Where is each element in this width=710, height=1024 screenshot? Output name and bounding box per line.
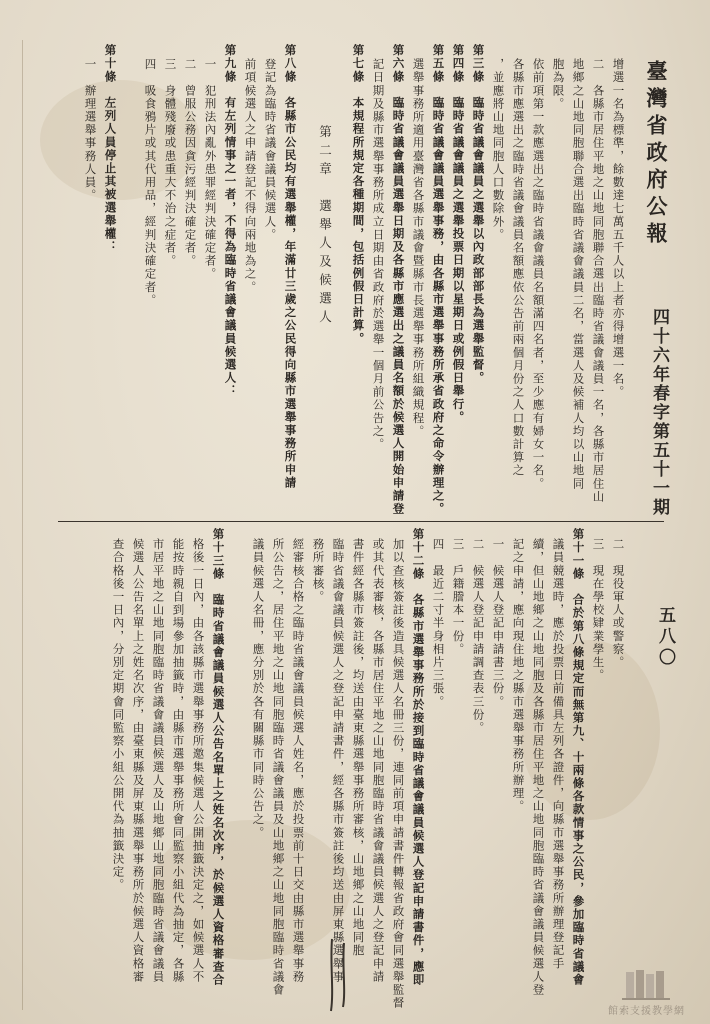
lower-col-2: 三 現在學校肄業學生。: [591, 538, 606, 683]
upper-col-5: 依前項第一款應選出之臨時省議會議員名額滿四名者，至少應有婦女一名。: [531, 58, 546, 491]
upper-col-4: 胞為限。: [551, 58, 566, 111]
article-5: 第五條 臨時省議會議員選舉事務，由各縣市選舉事務所承省政府之命令辦理之。: [431, 44, 446, 516]
handwritten-mark-icon: [320, 935, 360, 1015]
lower-col-7: 一 候選人登記申請書三份。: [491, 538, 506, 709]
lower-col-18: 所公告之，居住平地之山地同胞臨時省議會議員及山地鄉之山地同胞臨時省議會: [271, 538, 286, 997]
lower-col-9: 三 戶籍謄本一份。: [451, 538, 466, 656]
article-7: 第七條 本規程所規定各種期間，包括例假日計算。: [351, 44, 366, 346]
article-8: 第八條 各縣市公民均有選舉權，年滿廿三歲之公民得向縣市選舉事務所申請: [283, 44, 298, 490]
article-3: 第三條 臨時省議會議員之選舉以內政部部長為選舉監督。: [471, 44, 486, 385]
upper-col-3: 地鄉之山地同胞聯合選出臨時省議會議員二名，當選人及候補人均以山地同: [571, 58, 586, 491]
upper-col-21: 二 曾服公務因貪污經判決確定者。: [183, 58, 198, 268]
article-11: 第十一條 合於第八條規定而無第九、十兩條各款情事之公民，參加臨時省議會: [571, 528, 586, 987]
lower-col-25: 查合格後一日內，分別定期會同監察小組公開代為抽籤決定。: [111, 538, 126, 892]
lower-col-13: 或其代表審核，各縣市居住平地之山地同胞臨時省議會議員候選人之登記申請: [371, 538, 386, 984]
article-13: 第十三條 臨時省議會議員候選人公告名單上之姓名次序，於候選人資格審查合: [211, 528, 226, 987]
gazette-title: 臺灣省政府公報: [644, 60, 669, 249]
article-9: 第九條 有左列情事之一者，不得為臨時省議會議員候選人：: [223, 44, 238, 398]
lower-col-1: 二 現役軍人或警察。: [611, 538, 626, 669]
chapter-2-heading: 第二章 選舉人及候選人: [317, 125, 333, 329]
lower-col-24: 候選人公告名單上之姓名次序，由臺東縣及屏東縣選舉事務所於候選人資格審: [131, 538, 146, 984]
upper-col-23: 四 吸食鴉片或其代用品，經判決確定者。: [143, 58, 158, 307]
lower-col-10: 四 最近二寸半身相片三張。: [431, 538, 446, 709]
lower-col-4: 議員競選時，應於投票日前備具左列各證件，向縣市選舉事務所辦理登記手: [551, 538, 566, 971]
upper-col-1: 增選一名為標準，餘數達七萬五千人以上者亦得增選一名。: [611, 58, 626, 399]
upper-col-13: 記日期及縣市選舉事務所成立日期由省政府於選舉一個月前公告之。: [371, 58, 386, 451]
library-watermark: [600, 968, 700, 1016]
upper-col-11: 選舉事務所適用臺灣省各縣市議會暨縣市長選舉事務所組織規程。: [411, 58, 426, 438]
section-divider: [58, 521, 664, 522]
issue-number: 四十六年春字第五十一期: [649, 308, 669, 517]
page-number: 五八〇: [655, 606, 675, 669]
upper-col-7: ，並應將山地同胞人口數除外。: [491, 58, 506, 242]
article-12: 第十二條 各縣市選舉事務所於接到臨時省議會議員候選人登記申請書件，應即: [411, 528, 426, 987]
upper-col-20: 一 犯刑法內亂外患罪經判決確定者。: [203, 58, 218, 281]
watermark-text: 館索支援教學網: [608, 1006, 685, 1017]
lower-col-5: 續，但山地鄉之山地同胞及各縣市居住平地之山地同胞臨時省議會議員候選人登: [531, 538, 546, 997]
lower-col-23: 市居平地之山地同胞臨時省議會議員候選人及山地鄉山地同胞臨時省議會議員: [151, 538, 166, 984]
upper-col-18: 前項候選人之申請登記不得向兩地為之。: [243, 58, 258, 294]
lower-col-6: 記之申請，應向現住地之縣市選舉事務所辦理。: [511, 538, 526, 814]
article-10: 第十條 左列人員停止其被選舉權：: [103, 44, 118, 254]
lower-col-19: 議員候選人名冊，應分別於各有關縣市同時公告之。: [251, 538, 266, 840]
lower-col-22: 能按時親自到場參加抽籤時，由縣市選舉事務所會同監察小組代為抽定，各縣: [171, 538, 186, 984]
lower-col-16: 務所審核。: [311, 538, 326, 604]
lower-col-17: 經審核合格之臨時省議會議員候選人姓名，應於投票前十日交由縣市選舉事務: [291, 538, 306, 984]
books-logo-icon: [620, 968, 676, 1002]
upper-col-25: 一 辦理選舉事務人員。: [83, 58, 98, 203]
lower-col-8: 二 候選人登記申請調查表三份。: [471, 538, 486, 735]
lower-col-15: 臨時省議會議員候選人之登記申請書件，經各縣市簽註後均送由屏東縣選舉事: [331, 538, 346, 984]
upper-col-22: 三 身體殘廢或患重大不治之症者。: [163, 58, 178, 268]
upper-col-2: 二 各縣市居住平地之山地同胞聯合選出臨時省議會議員一名，各縣市居住山: [591, 58, 606, 504]
margin-fold-line: [22, 40, 23, 1010]
lower-col-12: 加以查核簽註後造具候選人名冊三份，連同前項申請書件轉報省政府會同選舉監督: [391, 538, 406, 1010]
article-4: 第四條 臨時省議會議員之選舉投票日期以星期日或例假日舉行。: [451, 44, 466, 424]
upper-col-6: 各縣市應選出之臨時省議會議員名額應依公告前兩個月份之人口數計算之: [511, 58, 526, 478]
lower-col-14: 書件經各縣市簽註後，均送由臺東縣選舉事務所審核，山地鄉之山地同胞: [351, 538, 366, 958]
article-6: 第六條 臨時省議會議員選舉日期及各縣市應選出之議員名額於候選人開始申請登: [391, 44, 406, 516]
upper-col-17: 登記為臨時省議會議員候選人。: [263, 58, 278, 242]
lower-col-21: 格後一日內，由各該縣市選舉事務所邀集候選人公開抽籤決定之，如候選人不: [191, 538, 206, 984]
